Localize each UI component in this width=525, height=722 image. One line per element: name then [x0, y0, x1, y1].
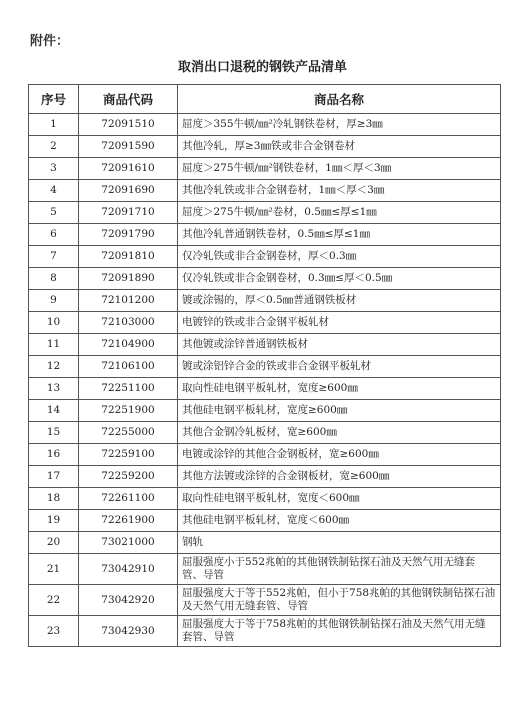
row-number: 20: [29, 532, 79, 554]
row-number: 2: [29, 136, 79, 158]
row-number: 9: [29, 290, 79, 312]
table-row: [29, 444, 501, 466]
steel-products-table: [28, 84, 501, 647]
row-number: 19: [29, 510, 79, 532]
table-row: [29, 136, 501, 158]
table-row: [29, 488, 501, 510]
table-row: [29, 356, 501, 378]
commodity-code: 72091810: [79, 246, 178, 268]
commodity-code: 72101200: [79, 290, 178, 312]
table-row: [29, 400, 501, 422]
commodity-code: 72255000: [79, 422, 178, 444]
header-no: 序号: [29, 85, 79, 114]
table-row: [29, 246, 501, 268]
product-name: 电镀或涂锌的其他合金钢板材，宽≥600㎜: [178, 444, 501, 466]
row-number: 7: [29, 246, 79, 268]
row-number: 16: [29, 444, 79, 466]
row-number: 14: [29, 400, 79, 422]
attachment-label: 附件：: [30, 34, 70, 49]
row-number: 17: [29, 466, 79, 488]
row-number: 15: [29, 422, 79, 444]
commodity-code: 72106100: [79, 356, 178, 378]
product-name: 镀或涂锡的，厚＜0.5㎜普通钢铁板材: [178, 290, 501, 312]
product-name: 钢轨: [178, 532, 501, 554]
row-number: 10: [29, 312, 79, 334]
commodity-code: 72261100: [79, 488, 178, 510]
commodity-code: 72103000: [79, 312, 178, 334]
row-number: 23: [29, 616, 79, 647]
table-row: [29, 422, 501, 444]
row-number: 5: [29, 202, 79, 224]
commodity-code: 72259200: [79, 466, 178, 488]
row-number: 8: [29, 268, 79, 290]
product-name: 仅冷轧铁或非合金钢卷材，0.3㎜≤厚＜0.5㎜: [178, 268, 501, 290]
table-row: [29, 158, 501, 180]
product-name: 其他镀或涂锌普通钢铁板材: [178, 334, 501, 356]
product-name: 屈服强度小于552兆帕的其他钢铁制钻探石油及天然气用无缝套管、导管: [178, 554, 501, 585]
product-name: 其他冷轧普通钢铁卷材，0.5㎜≤厚≤1㎜: [178, 224, 501, 246]
commodity-code: 72091710: [79, 202, 178, 224]
table-row: [29, 334, 501, 356]
commodity-code: 73042930: [79, 616, 178, 647]
commodity-code: 72259100: [79, 444, 178, 466]
commodity-code: 72091510: [79, 114, 178, 136]
product-name: 取向性硅电钢平板轧材，宽度＜600㎜: [178, 488, 501, 510]
row-number: 22: [29, 585, 79, 616]
document-title: 取消出口退税的钢铁产品清单: [177, 60, 347, 75]
product-name: 镀或涂铝锌合金的铁或非合金钢平板轧材: [178, 356, 501, 378]
table-header-row: [29, 85, 501, 114]
product-name: 其他合金钢冷轧板材，宽≥600㎜: [178, 422, 501, 444]
product-name: 仅冷轧铁或非合金钢卷材，厚＜0.3㎜: [178, 246, 501, 268]
product-name: 取向性硅电钢平板轧材，宽度≥600㎜: [178, 378, 501, 400]
commodity-code: 72251100: [79, 378, 178, 400]
table-row: [29, 554, 501, 585]
table-row: [29, 114, 501, 136]
row-number: 4: [29, 180, 79, 202]
table-row: [29, 510, 501, 532]
table-row: [29, 466, 501, 488]
table-row: [29, 378, 501, 400]
product-name: 电镀锌的铁或非合金钢平板轧材: [178, 312, 501, 334]
commodity-code: 72104900: [79, 334, 178, 356]
header-name: 商品名称: [178, 85, 501, 114]
row-number: 6: [29, 224, 79, 246]
table-row: [29, 312, 501, 334]
product-name: 其他方法镀或涂锌的合金钢板材，宽≥600㎜: [178, 466, 501, 488]
commodity-code: 73021000: [79, 532, 178, 554]
row-number: 12: [29, 356, 79, 378]
table-body: [29, 114, 501, 647]
product-name: 其他冷轧铁或非合金钢卷材，1㎜＜厚＜3㎜: [178, 180, 501, 202]
row-number: 21: [29, 554, 79, 585]
product-name: 其他冷轧，厚≥3㎜铁或非合金钢卷材: [178, 136, 501, 158]
row-number: 13: [29, 378, 79, 400]
row-number: 3: [29, 158, 79, 180]
table-row: [29, 585, 501, 616]
row-number: 11: [29, 334, 79, 356]
table-row: [29, 290, 501, 312]
commodity-code: 72091690: [79, 180, 178, 202]
product-name: 屈度＞275牛顿/㎜²卷材，0.5㎜≤厚≤1㎜: [178, 202, 501, 224]
table-row: [29, 532, 501, 554]
product-name: 屈度＞275牛顿/㎜²钢铁卷材，1㎜＜厚＜3㎜: [178, 158, 501, 180]
row-number: 18: [29, 488, 79, 510]
table-row: [29, 180, 501, 202]
commodity-code: 72091610: [79, 158, 178, 180]
commodity-code: 72261900: [79, 510, 178, 532]
commodity-code: 73042910: [79, 554, 178, 585]
product-name: 其他硅电钢平板轧材，宽度≥600㎜: [178, 400, 501, 422]
table-row: [29, 202, 501, 224]
table-row: [29, 268, 501, 290]
commodity-code: 72251900: [79, 400, 178, 422]
product-name: 屈服强度大于等于552兆帕，但小于758兆帕的其他钢铁制钻探石油及天然气用无缝套管、导管: [178, 585, 501, 616]
commodity-code: 72091890: [79, 268, 178, 290]
product-name: 屈服强度大于等于758兆帕的其他钢铁制钻探石油及天然气用无缝套管、导管: [178, 616, 501, 647]
commodity-code: 72091790: [79, 224, 178, 246]
table-row: [29, 616, 501, 647]
header-code: 商品代码: [79, 85, 178, 114]
table-row: [29, 224, 501, 246]
product-name: 其他硅电钢平板轧材，宽度＜600㎜: [178, 510, 501, 532]
row-number: 1: [29, 114, 79, 136]
product-name: 屈度＞355牛顿/㎜²冷轧钢铁卷材，厚≥3㎜: [178, 114, 501, 136]
commodity-code: 73042920: [79, 585, 178, 616]
commodity-code: 72091590: [79, 136, 178, 158]
